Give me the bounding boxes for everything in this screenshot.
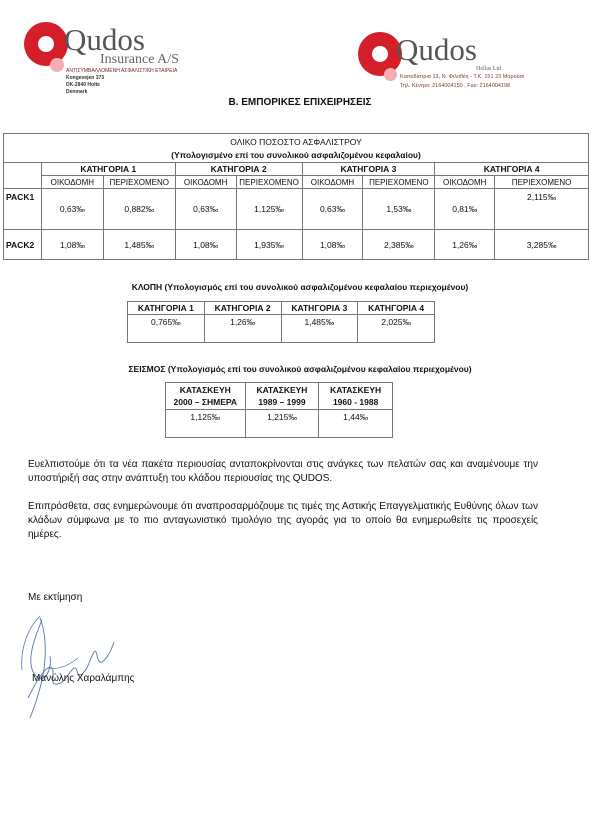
header-line: ΚΑΤΑΣΚΕΥΗ bbox=[179, 385, 231, 395]
logo-circle-small bbox=[384, 68, 397, 81]
rate-cell: 0,81‰ bbox=[435, 189, 495, 230]
building-header: ΟΙΚΟΔΟΜΗ bbox=[302, 176, 363, 189]
rate-cell: 0,63‰ bbox=[302, 189, 363, 230]
signer-name: Μανώλης Χαραλάμπης bbox=[32, 673, 135, 684]
table-subtitle-row bbox=[4, 148, 589, 163]
closing: Με εκτίμηση bbox=[28, 592, 83, 603]
premium-rate-table bbox=[3, 133, 589, 260]
subheader-row bbox=[4, 176, 589, 189]
logo-subtitle: Hellas Ltd bbox=[476, 66, 502, 72]
earthquake-header bbox=[166, 383, 246, 410]
theft-header: ΚΑΤΗΓΟΡΙΑ 4 bbox=[358, 302, 435, 315]
rate-cell: 1,26‰ bbox=[435, 230, 495, 260]
header-line: ΚΑΤΑΣΚΕΥΗ bbox=[256, 385, 308, 395]
earthquake-title: ΣΕΙΣΜΟΣ (Υπολογισμός επί του συνολικού ασφαλιζομένου κεφαλαίου περιεχομένου) bbox=[128, 364, 472, 374]
header-line: 1989 – 1999 bbox=[258, 397, 306, 407]
category-header: ΚΑΤΗΓΟΡΙΑ 1 bbox=[41, 163, 175, 176]
earthquake-value: 1,44‰ bbox=[319, 410, 393, 438]
row-label: PACK1 bbox=[4, 189, 42, 230]
rate-cell: 1,53‰ bbox=[363, 189, 435, 230]
rate-cell: 1,125‰ bbox=[236, 189, 302, 230]
earthquake-header bbox=[245, 383, 319, 410]
address-line: Kongevejen 373 bbox=[66, 75, 105, 81]
rate-cell: 2,115‰ bbox=[495, 189, 589, 230]
theft-value: 1,26‰ bbox=[204, 315, 281, 343]
rate-cell: 2,385‰ bbox=[363, 230, 435, 260]
rate-cell: 1,08‰ bbox=[41, 230, 103, 260]
theft-header: ΚΑΤΗΓΟΡΙΑ 3 bbox=[281, 302, 358, 315]
rate-cell: 1,485‰ bbox=[103, 230, 175, 260]
table-row bbox=[4, 189, 589, 230]
logo-brand: Qudos bbox=[396, 32, 477, 67]
address-line: DK-2840 Holte bbox=[66, 82, 100, 88]
earthquake-value-row bbox=[166, 410, 393, 438]
category-header: ΚΑΤΗΓΟΡΙΑ 2 bbox=[175, 163, 302, 176]
theft-header: ΚΑΤΗΓΟΡΙΑ 1 bbox=[128, 302, 205, 315]
rate-cell: 1,935‰ bbox=[236, 230, 302, 260]
category-header-row bbox=[4, 163, 589, 176]
paragraph: Ευελπιστούμε ότι τα νέα πακέτα περιουσίας ανταποκρίνονται στις ανάγκες των πελατών σας και αναμένουμε την υποστήριξή σας στην ανάπτυξη του κλάδου περιουσίας της QUDOS. bbox=[28, 459, 538, 484]
rate-cell: 0,63‰ bbox=[175, 189, 236, 230]
logo-subtitle: Insurance A/S bbox=[100, 52, 179, 67]
theft-header: ΚΑΤΗΓΟΡΙΑ 2 bbox=[204, 302, 281, 315]
header-line: 1960 - 1988 bbox=[332, 397, 379, 407]
table-title-row bbox=[4, 134, 589, 149]
header-line: 2000 – ΣΗΜΕΡΑ bbox=[173, 397, 238, 407]
page-title: Β. ΕΜΠΟΡΙΚΕΣ ΕΠΙΧΕΙΡΗΣΕΙΣ bbox=[228, 97, 372, 108]
building-header: ΟΙΚΟΔΟΜΗ bbox=[435, 176, 495, 189]
theft-title: ΚΛΟΠΗ (Υπολογισμός επί του συνολικού ασφαλιζομένου κεφαλαίου περιεχομένου) bbox=[131, 282, 469, 292]
earthquake-value: 1,215‰ bbox=[245, 410, 319, 438]
rate-cell: 1,08‰ bbox=[302, 230, 363, 260]
building-header: ΟΙΚΟΔΟΜΗ bbox=[41, 176, 103, 189]
rate-cell: 0,882‰ bbox=[103, 189, 175, 230]
theft-value: 0,765‰ bbox=[128, 315, 205, 343]
earthquake-value: 1,125‰ bbox=[166, 410, 246, 438]
logo-brand: Qudos bbox=[64, 22, 145, 57]
contents-header: ΠΕΡΙΕΧΟΜΕΝΟ bbox=[236, 176, 302, 189]
paragraph: Επιπρόσθετα, σας ενημερώνουμε ότι αναπροσαρμόζουμε τις τιμές της Αστικής Επαγγελματικής Ευθύνης όλων των κλάδων σύμφωνα με το πιο ανταγωνιστικό τιμολόγιο της αγοράς για το οποίο θα ενημερωθείτε τις προσεχείς ημέρες. bbox=[28, 501, 538, 540]
rate-cell: 0,63‰ bbox=[41, 189, 103, 230]
rate-cell: 3,285‰ bbox=[495, 230, 589, 260]
theft-table bbox=[127, 301, 435, 343]
theft-header-row bbox=[128, 302, 435, 315]
row-label: PACK2 bbox=[4, 230, 42, 260]
table-title: ΟΛΙΚΟ ΠΟΣΟΣΤΟ ΑΣΦΑΛΙΣΤΡΟΥ bbox=[230, 137, 362, 147]
logo-right bbox=[350, 30, 560, 100]
logo-circle-small bbox=[50, 58, 64, 72]
corner-cell bbox=[4, 163, 42, 189]
category-header: ΚΑΤΗΓΟΡΙΑ 3 bbox=[302, 163, 435, 176]
logo-left bbox=[20, 18, 180, 98]
logo-tagline: ΑΝΤΙΣΥΜΒΑΛΛΟΜΕΝΗ ΑΣΦΑΛΙΣΤΙΚΗ ΕΤΑΙΡΕΙΑ bbox=[66, 68, 178, 74]
category-header: ΚΑΤΗΓΟΡΙΑ 4 bbox=[435, 163, 589, 176]
address-line: Denmark bbox=[66, 89, 88, 95]
header-line: ΚΑΤΑΣΚΕΥΗ bbox=[330, 385, 382, 395]
contents-header: ΠΕΡΙΕΧΟΜΕΝΟ bbox=[495, 176, 589, 189]
table-subtitle: (Υπολογισμένο επί του συνολικού ασφαλιζομένου κεφαλαίου) bbox=[171, 150, 421, 160]
signature bbox=[18, 608, 128, 720]
building-header: ΟΙΚΟΔΟΜΗ bbox=[175, 176, 236, 189]
logo-address: Καποδίστρια 13, Ν. Φιλοθέη - Τ.Κ. 151 23 Μαρούσι bbox=[400, 74, 525, 80]
rate-cell: 1,08‰ bbox=[175, 230, 236, 260]
earthquake-header bbox=[319, 383, 393, 410]
logo-phone: Τηλ. Κέντρο: 2164004150 , Fax: 2164004198 bbox=[400, 83, 511, 89]
contents-header: ΠΕΡΙΕΧΟΜΕΝΟ bbox=[363, 176, 435, 189]
theft-value-row bbox=[128, 315, 435, 343]
table-row bbox=[4, 230, 589, 260]
earthquake-header-row bbox=[166, 383, 393, 410]
contents-header: ΠΕΡΙΕΧΟΜΕΝΟ bbox=[103, 176, 175, 189]
earthquake-table bbox=[165, 382, 393, 438]
theft-value: 2,025‰ bbox=[358, 315, 435, 343]
theft-value: 1,485‰ bbox=[281, 315, 358, 343]
